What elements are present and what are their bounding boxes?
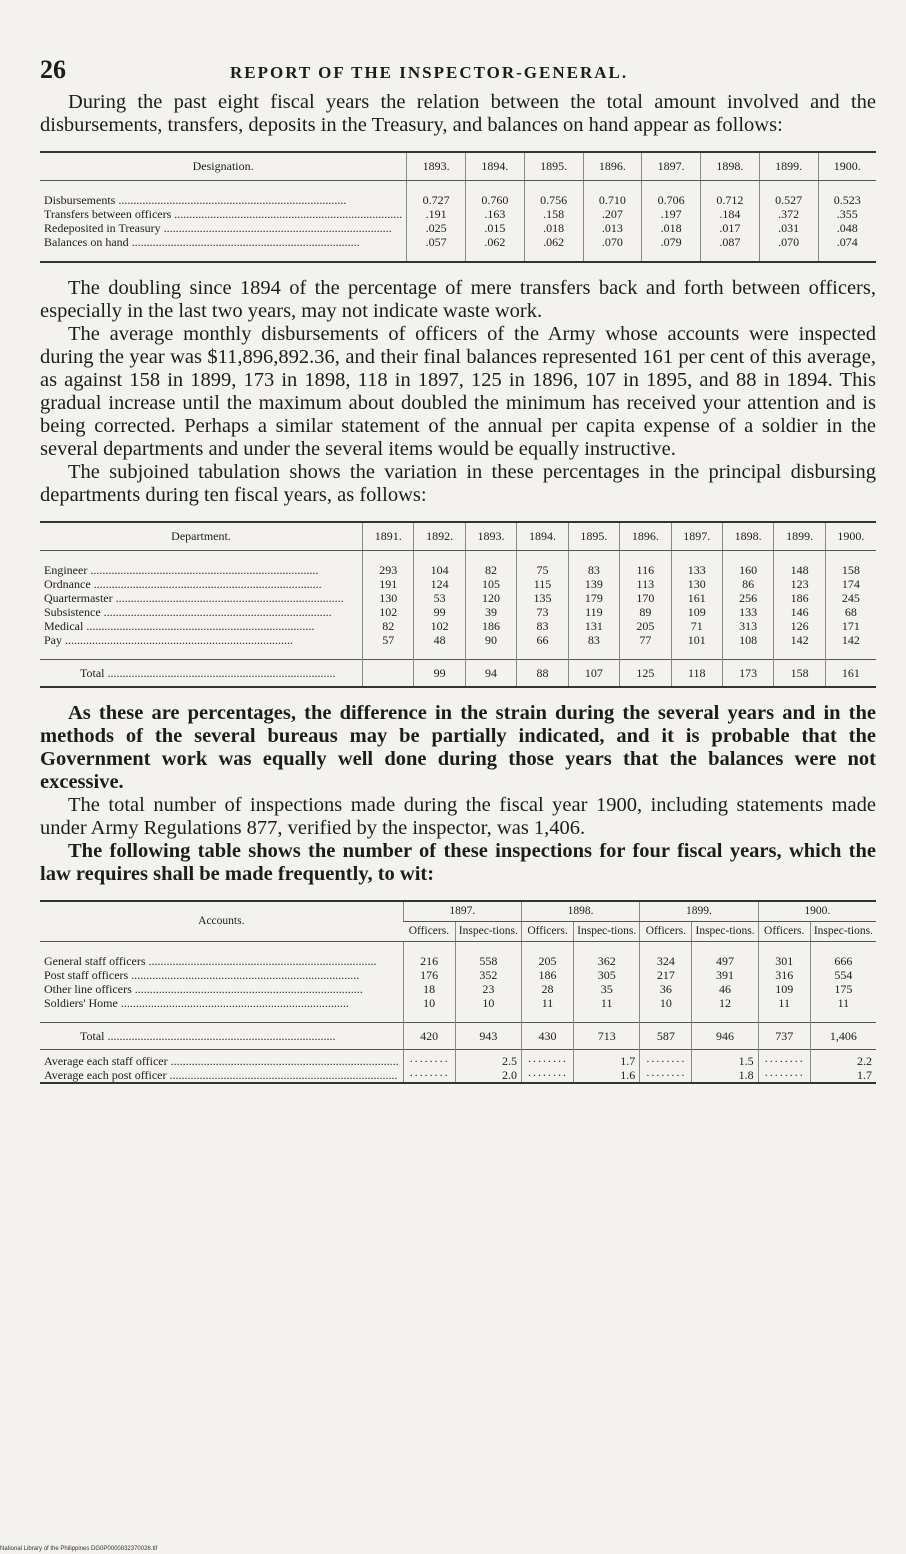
subheader-officers: Officers.: [521, 922, 573, 942]
paragraph-departments-intro: The subjoined tabulation shows the variation in these percentages in the principal disbursing departments during ten fiscal years, as follows:: [40, 461, 876, 506]
cell-value: .372: [759, 207, 818, 221]
table-row: [40, 577, 876, 591]
cell-value: 205: [521, 942, 573, 969]
column-header-year: 1898.: [722, 522, 773, 551]
cell-value: 135: [517, 591, 568, 605]
column-header-label: Department.: [40, 522, 363, 551]
average-value: 1.7: [574, 1050, 640, 1069]
cell-value: .057: [407, 235, 466, 262]
total-label-text: Total .....: [44, 666, 358, 680]
cell-value: 123: [774, 577, 825, 591]
cell-value: 82: [465, 551, 516, 578]
average-value: 2.0: [455, 1068, 521, 1083]
cell-value: 558: [455, 942, 521, 969]
cell-value: 102: [363, 605, 414, 619]
column-header-label: Designation.: [40, 152, 407, 181]
leader-dots: ········: [645, 1054, 686, 1068]
total-value: 125: [620, 660, 671, 688]
cell-value: 175: [810, 982, 876, 996]
cell-value: 108: [722, 633, 773, 660]
cell-value: .013: [583, 221, 642, 235]
average-row: [40, 1068, 876, 1083]
cell-value: 48: [414, 633, 465, 660]
table-departments: [40, 521, 876, 688]
total-value: [363, 660, 414, 688]
cell-value: 57: [363, 633, 414, 660]
cell-value: 158: [825, 551, 876, 578]
cell-value: 0.527: [759, 181, 818, 208]
cell-value: .015: [466, 221, 525, 235]
average-dots: [521, 1050, 573, 1069]
average-value: 2.5: [455, 1050, 521, 1069]
row-label: [40, 968, 403, 982]
cell-value: 293: [363, 551, 414, 578]
column-header-year: 1894.: [517, 522, 568, 551]
average-dots: [758, 1050, 810, 1069]
cell-value: 105: [465, 577, 516, 591]
cell-value: 89: [620, 605, 671, 619]
column-header-year: 1896.: [620, 522, 671, 551]
row-label-text: Redeposited in Treasury .....: [44, 221, 402, 235]
cell-value: 75: [517, 551, 568, 578]
subheader-officers: Officers.: [403, 922, 455, 942]
row-label-text: Medical .....: [44, 619, 358, 633]
paragraph-percentages: As these are percentages, the difference in the strain during the several years and in the methods of the several bureaus may be partially indicated, and it is probable that the Government work was equally well done during those years that the balances were not excessive.: [40, 702, 876, 793]
row-label: [40, 181, 407, 208]
table-row: [40, 207, 876, 221]
cell-value: .163: [466, 207, 525, 221]
average-value: 1.8: [692, 1068, 758, 1083]
column-header-year: 1893.: [407, 152, 466, 181]
subheader-officers: Officers.: [758, 922, 810, 942]
cell-value: 10: [455, 996, 521, 1023]
paragraph-disbursements: The average monthly disbursements of officers of the Army whose accounts were inspected during the year was $11,896,892.36, and their final balances represented 161 per cent of this average, as against 158 in 1899, 173 in 1898, 118 in 1897, 125 in 1896, 107 in 1895, and 88 in 1894. This gradual increase until the maximum about doubled the minimum has received your attention and is being corrected. Perhaps a similar statement of the annual per capita expense of a soldier in the several departments and under the several items would be equally instructive.: [40, 323, 876, 460]
subheader-inspections: Inspec-tions.: [692, 922, 758, 942]
cell-value: 130: [363, 591, 414, 605]
header-row-years: [40, 901, 876, 922]
cell-value: 68: [825, 605, 876, 619]
cell-value: 131: [568, 619, 619, 633]
cell-value: .207: [583, 207, 642, 221]
cell-value: 126: [774, 619, 825, 633]
total-label: [40, 1023, 403, 1050]
average-dots: [403, 1050, 455, 1069]
cell-value: 0.710: [583, 181, 642, 208]
average-label-text: Average each staff officer .....: [44, 1054, 399, 1068]
column-header-year: 1900.: [758, 901, 876, 922]
cell-value: 10: [403, 996, 455, 1023]
average-label: [40, 1050, 403, 1069]
leader-dots: ········: [645, 1068, 686, 1082]
leader-dots: ········: [527, 1054, 568, 1068]
leader-dots: ········: [527, 1068, 568, 1082]
table-row: [40, 982, 876, 996]
cell-value: 305: [574, 968, 640, 982]
cell-value: .025: [407, 221, 466, 235]
total-value: 420: [403, 1023, 455, 1050]
cell-value: .184: [701, 207, 760, 221]
average-dots: [521, 1068, 573, 1083]
cell-value: 191: [363, 577, 414, 591]
table-row: [40, 605, 876, 619]
cell-value: 0.760: [466, 181, 525, 208]
cell-value: 113: [620, 577, 671, 591]
cell-value: 115: [517, 577, 568, 591]
column-header-year: 1896.: [583, 152, 642, 181]
subheader-inspections: Inspec-tions.: [810, 922, 876, 942]
cell-value: 205: [620, 619, 671, 633]
row-label: [40, 551, 363, 578]
cell-value: 53: [414, 591, 465, 605]
column-header-year: 1899.: [640, 901, 758, 922]
cell-value: 99: [414, 605, 465, 619]
row-label-text: Engineer .....: [44, 563, 358, 577]
cell-value: 23: [455, 982, 521, 996]
cell-value: 11: [758, 996, 810, 1023]
average-value: 2.2: [810, 1050, 876, 1069]
cell-value: 86: [722, 577, 773, 591]
cell-value: .355: [818, 207, 876, 221]
cell-value: 11: [810, 996, 876, 1023]
cell-value: 102: [414, 619, 465, 633]
cell-value: 104: [414, 551, 465, 578]
column-header-year: 1899.: [759, 152, 818, 181]
total-label: [40, 660, 363, 688]
total-value: 946: [692, 1023, 758, 1050]
cell-value: .074: [818, 235, 876, 262]
table-inspections: [40, 900, 876, 1084]
row-label: [40, 221, 407, 235]
subheader-inspections: Inspec-tions.: [455, 922, 521, 942]
cell-value: 10: [640, 996, 692, 1023]
cell-value: 83: [568, 633, 619, 660]
cell-value: 497: [692, 942, 758, 969]
cell-value: .158: [524, 207, 583, 221]
subheader-inspections: Inspec-tions.: [574, 922, 640, 942]
leader-dots: ········: [409, 1054, 450, 1068]
total-value: 99: [414, 660, 465, 688]
column-header-year: 1893.: [465, 522, 516, 551]
table-row: [40, 633, 876, 660]
row-label: [40, 235, 407, 262]
cell-value: .062: [524, 235, 583, 262]
column-header-year: 1897.: [642, 152, 701, 181]
paragraph-intro: During the past eight fiscal years the relation between the total amount involved and the disbursements, transfers, deposits in the Treasury, and balances on hand appear as follows:: [40, 91, 876, 136]
row-label-text: Balances on hand .....: [44, 235, 402, 249]
page-number: 26: [40, 55, 66, 84]
cell-value: .087: [701, 235, 760, 262]
average-value: 1.5: [692, 1050, 758, 1069]
cell-value: 391: [692, 968, 758, 982]
column-header-year: 1892.: [414, 522, 465, 551]
cell-value: 352: [455, 968, 521, 982]
cell-value: 146: [774, 605, 825, 619]
cell-value: 0.727: [407, 181, 466, 208]
average-dots: [640, 1050, 692, 1069]
cell-value: 324: [640, 942, 692, 969]
table-row: [40, 551, 876, 578]
column-header-label: Accounts.: [40, 901, 403, 942]
cell-value: 73: [517, 605, 568, 619]
cell-value: .197: [642, 207, 701, 221]
cell-value: 39: [465, 605, 516, 619]
column-header-year: 1898.: [701, 152, 760, 181]
cell-value: 66: [517, 633, 568, 660]
row-label-text: Post staff officers .....: [44, 968, 399, 982]
cell-value: 179: [568, 591, 619, 605]
row-label: [40, 633, 363, 660]
row-label-text: Soldiers' Home .....: [44, 996, 399, 1010]
column-header-year: 1898.: [521, 901, 639, 922]
total-value: 737: [758, 1023, 810, 1050]
row-label-text: General staff officers .....: [44, 954, 399, 968]
table-row: [40, 591, 876, 605]
cell-value: 28: [521, 982, 573, 996]
column-header-year: 1895.: [524, 152, 583, 181]
total-value: 158: [774, 660, 825, 688]
row-label: [40, 982, 403, 996]
total-value: 943: [455, 1023, 521, 1050]
cell-value: 161: [671, 591, 722, 605]
cell-value: .048: [818, 221, 876, 235]
cell-value: 362: [574, 942, 640, 969]
cell-value: .191: [407, 207, 466, 221]
paragraph-transfers: The doubling since 1894 of the percentage of mere transfers back and forth between officers, especially in the last two years, may not indicate waste work.: [40, 277, 876, 322]
cell-value: 109: [671, 605, 722, 619]
cell-value: .070: [759, 235, 818, 262]
total-row: [40, 660, 876, 688]
column-header-year: 1891.: [363, 522, 414, 551]
cell-value: 120: [465, 591, 516, 605]
cell-value: 0.523: [818, 181, 876, 208]
average-dots: [758, 1068, 810, 1083]
column-header-year: 1897.: [671, 522, 722, 551]
cell-value: .070: [583, 235, 642, 262]
table-row: [40, 619, 876, 633]
table-row: [40, 968, 876, 982]
average-dots: [403, 1068, 455, 1083]
paragraph-inspections-intro: The following table shows the number of these inspections for four fiscal years, which the law requires shall be made frequently, to wit:: [40, 840, 876, 885]
row-label-text: Pay .....: [44, 633, 358, 647]
cell-value: .018: [524, 221, 583, 235]
cell-value: 245: [825, 591, 876, 605]
cell-value: 133: [671, 551, 722, 578]
row-label: [40, 619, 363, 633]
table-row: [40, 235, 876, 262]
row-label-text: Subsistence .....: [44, 605, 358, 619]
subheader-officers: Officers.: [640, 922, 692, 942]
table-row: [40, 221, 876, 235]
cell-value: 666: [810, 942, 876, 969]
cell-value: .079: [642, 235, 701, 262]
column-header-year: 1894.: [466, 152, 525, 181]
cell-value: 171: [825, 619, 876, 633]
page-header: [40, 55, 876, 91]
cell-value: 176: [403, 968, 455, 982]
row-label: [40, 942, 403, 969]
cell-value: 119: [568, 605, 619, 619]
leader-dots: ········: [764, 1054, 805, 1068]
row-label-text: Disbursements .....: [44, 193, 402, 207]
cell-value: 301: [758, 942, 810, 969]
total-value: 430: [521, 1023, 573, 1050]
row-label: [40, 577, 363, 591]
cell-value: 83: [517, 619, 568, 633]
column-header-year: 1895.: [568, 522, 619, 551]
average-value: 1.7: [810, 1068, 876, 1083]
cell-value: 35: [574, 982, 640, 996]
row-label-text: Other line officers .....: [44, 982, 399, 996]
total-value: 94: [465, 660, 516, 688]
column-header-year: 1900.: [818, 152, 876, 181]
cell-value: 186: [465, 619, 516, 633]
cell-value: 216: [403, 942, 455, 969]
total-value: 713: [574, 1023, 640, 1050]
cell-value: 217: [640, 968, 692, 982]
cell-value: 11: [574, 996, 640, 1023]
row-label-text: Quartermaster .....: [44, 591, 358, 605]
table-row: [40, 942, 876, 969]
leader-dots: ········: [764, 1068, 805, 1082]
column-header-year: 1897.: [403, 901, 521, 922]
cell-value: 313: [722, 619, 773, 633]
row-label-text: Ordnance .....: [44, 577, 358, 591]
row-label-text: Transfers between officers .....: [44, 207, 402, 221]
report-title: REPORT OF THE INSPECTOR-GENERAL.: [230, 63, 629, 82]
row-label: [40, 996, 403, 1023]
row-label: [40, 207, 407, 221]
average-label: [40, 1068, 403, 1083]
cell-value: 101: [671, 633, 722, 660]
average-row: [40, 1050, 876, 1069]
cell-value: 316: [758, 968, 810, 982]
cell-value: 148: [774, 551, 825, 578]
cell-value: 186: [774, 591, 825, 605]
cell-value: 11: [521, 996, 573, 1023]
column-header-year: 1900.: [825, 522, 876, 551]
cell-value: 186: [521, 968, 573, 982]
row-label: [40, 605, 363, 619]
cell-value: 77: [620, 633, 671, 660]
total-value: 587: [640, 1023, 692, 1050]
cell-value: 0.706: [642, 181, 701, 208]
table-row: [40, 996, 876, 1023]
table-fiscal-relation: [40, 151, 876, 263]
cell-value: 142: [774, 633, 825, 660]
cell-value: .062: [466, 235, 525, 262]
footer-credit: National Library of the Philippines DG0P0000032370026.tif: [0, 1546, 158, 1552]
cell-value: 133: [722, 605, 773, 619]
average-dots: [640, 1068, 692, 1083]
total-label-text: Total .....: [44, 1029, 399, 1043]
cell-value: 170: [620, 591, 671, 605]
cell-value: 554: [810, 968, 876, 982]
average-value: 1.6: [574, 1068, 640, 1083]
cell-value: 0.712: [701, 181, 760, 208]
total-value: 88: [517, 660, 568, 688]
cell-value: 82: [363, 619, 414, 633]
cell-value: 36: [640, 982, 692, 996]
cell-value: 139: [568, 577, 619, 591]
cell-value: 124: [414, 577, 465, 591]
cell-value: 160: [722, 551, 773, 578]
table-row: [40, 181, 876, 208]
cell-value: 90: [465, 633, 516, 660]
total-value: 173: [722, 660, 773, 688]
cell-value: .031: [759, 221, 818, 235]
total-value: 107: [568, 660, 619, 688]
cell-value: 83: [568, 551, 619, 578]
cell-value: 174: [825, 577, 876, 591]
average-label-text: Average each post officer .....: [44, 1068, 399, 1082]
cell-value: 71: [671, 619, 722, 633]
page: [40, 55, 876, 1098]
total-value: 161: [825, 660, 876, 688]
row-label: [40, 591, 363, 605]
cell-value: 18: [403, 982, 455, 996]
cell-value: .017: [701, 221, 760, 235]
cell-value: 12: [692, 996, 758, 1023]
cell-value: 109: [758, 982, 810, 996]
cell-value: 130: [671, 577, 722, 591]
total-value: 118: [671, 660, 722, 688]
paragraph-total-inspections: The total number of inspections made during the fiscal year 1900, including statements made under Army Regulations 877, verified by the inspector, was 1,406.: [40, 794, 876, 839]
total-row: [40, 1023, 876, 1050]
leader-dots: ········: [409, 1068, 450, 1082]
column-header-year: 1899.: [774, 522, 825, 551]
cell-value: .018: [642, 221, 701, 235]
cell-value: 46: [692, 982, 758, 996]
cell-value: 142: [825, 633, 876, 660]
cell-value: 0.756: [524, 181, 583, 208]
total-value: 1,406: [810, 1023, 876, 1050]
cell-value: 116: [620, 551, 671, 578]
cell-value: 256: [722, 591, 773, 605]
